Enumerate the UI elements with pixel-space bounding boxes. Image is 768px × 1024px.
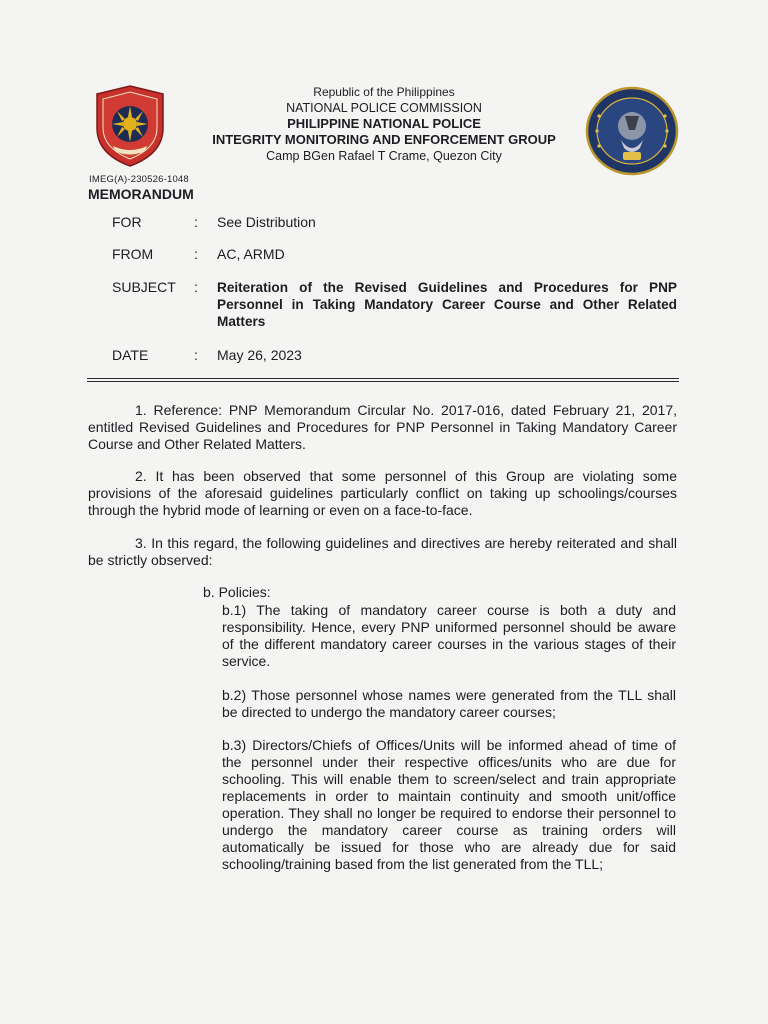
letterhead-napolcom: NATIONAL POLICE COMMISSION — [286, 101, 482, 115]
field-colon: : — [194, 279, 198, 295]
field-label: FOR — [112, 214, 142, 230]
reference-code: IMEG(A)-230526-1048 — [89, 174, 189, 185]
letterhead — [0, 84, 768, 164]
field-colon: : — [194, 246, 198, 262]
field-colon: : — [194, 347, 198, 363]
paragraph-2 — [88, 468, 677, 519]
header-divider — [87, 378, 679, 379]
paragraph-text: 2. It has been observed that some personnel of this Group are violating some provisions of the aforesaid guidelines particularly conflict on taking up schoolings/courses through the hybrid mode of learning or even on a face-to-face. — [88, 468, 677, 518]
letterhead-address: Camp BGen Rafael T Crame, Quezon City — [266, 149, 502, 163]
paragraph-1 — [88, 402, 677, 453]
paragraph-text: 1. Reference: PNP Memorandum Circular No. 2017-016, dated February 21, 2017, entitled Revised Guidelines and Procedures for PNP Personnel in Taking Mandatory Career Course and Other Related Matters. — [88, 402, 677, 452]
memo-title: MEMORANDUM — [88, 186, 194, 202]
field-value: May 26, 2023 — [217, 347, 302, 363]
field-colon: : — [194, 214, 198, 230]
field-label: DATE — [112, 347, 149, 363]
policy-b3: b.3) Directors/Chiefs of Offices/Units will be informed ahead of time of the personnel under their respective offices/units who are due for schooling. This will enable them to screen/select and train appropriate replacements in order to maintain continuity and smooth unit/office operation. They shall no longer be required to endorse their personnel to undergo the mandatory career course as training orders will automatically be issued for those who are already due for said schooling/training based from the list generated from the TLL; — [222, 737, 676, 872]
letterhead-pnp: PHILIPPINE NATIONAL POLICE — [287, 116, 481, 131]
letterhead-republic: Republic of the Philippines — [313, 85, 455, 99]
paragraph-text: 3. In this regard, the following guidelines and directives are hereby reiterated and shall be strictly observed: — [88, 535, 677, 568]
policies-heading: b. Policies: — [203, 584, 271, 600]
field-value: AC, ARMD — [217, 246, 285, 262]
field-label: SUBJECT — [112, 279, 176, 295]
field-value: Reiteration of the Revised Guidelines and Procedures for PNP Personnel in Taking Mandatory Career Course and Other Related Matters — [217, 280, 677, 329]
policy-b1: b.1) The taking of mandatory career course is both a duty and responsibility. Hence, every PNP uniformed personnel should be aware of the different mandatory career courses in the various stages of their service. — [222, 602, 676, 669]
header-divider — [87, 381, 679, 382]
field-label: FROM — [112, 246, 154, 262]
letterhead-imeg: INTEGRITY MONITORING AND ENFORCEMENT GROUP — [212, 132, 556, 147]
paragraph-3 — [88, 535, 677, 569]
policy-b2: b.2) Those personnel whose names were generated from the TLL shall be directed to undergo the mandatory career courses; — [222, 687, 676, 720]
field-value: See Distribution — [217, 214, 316, 230]
